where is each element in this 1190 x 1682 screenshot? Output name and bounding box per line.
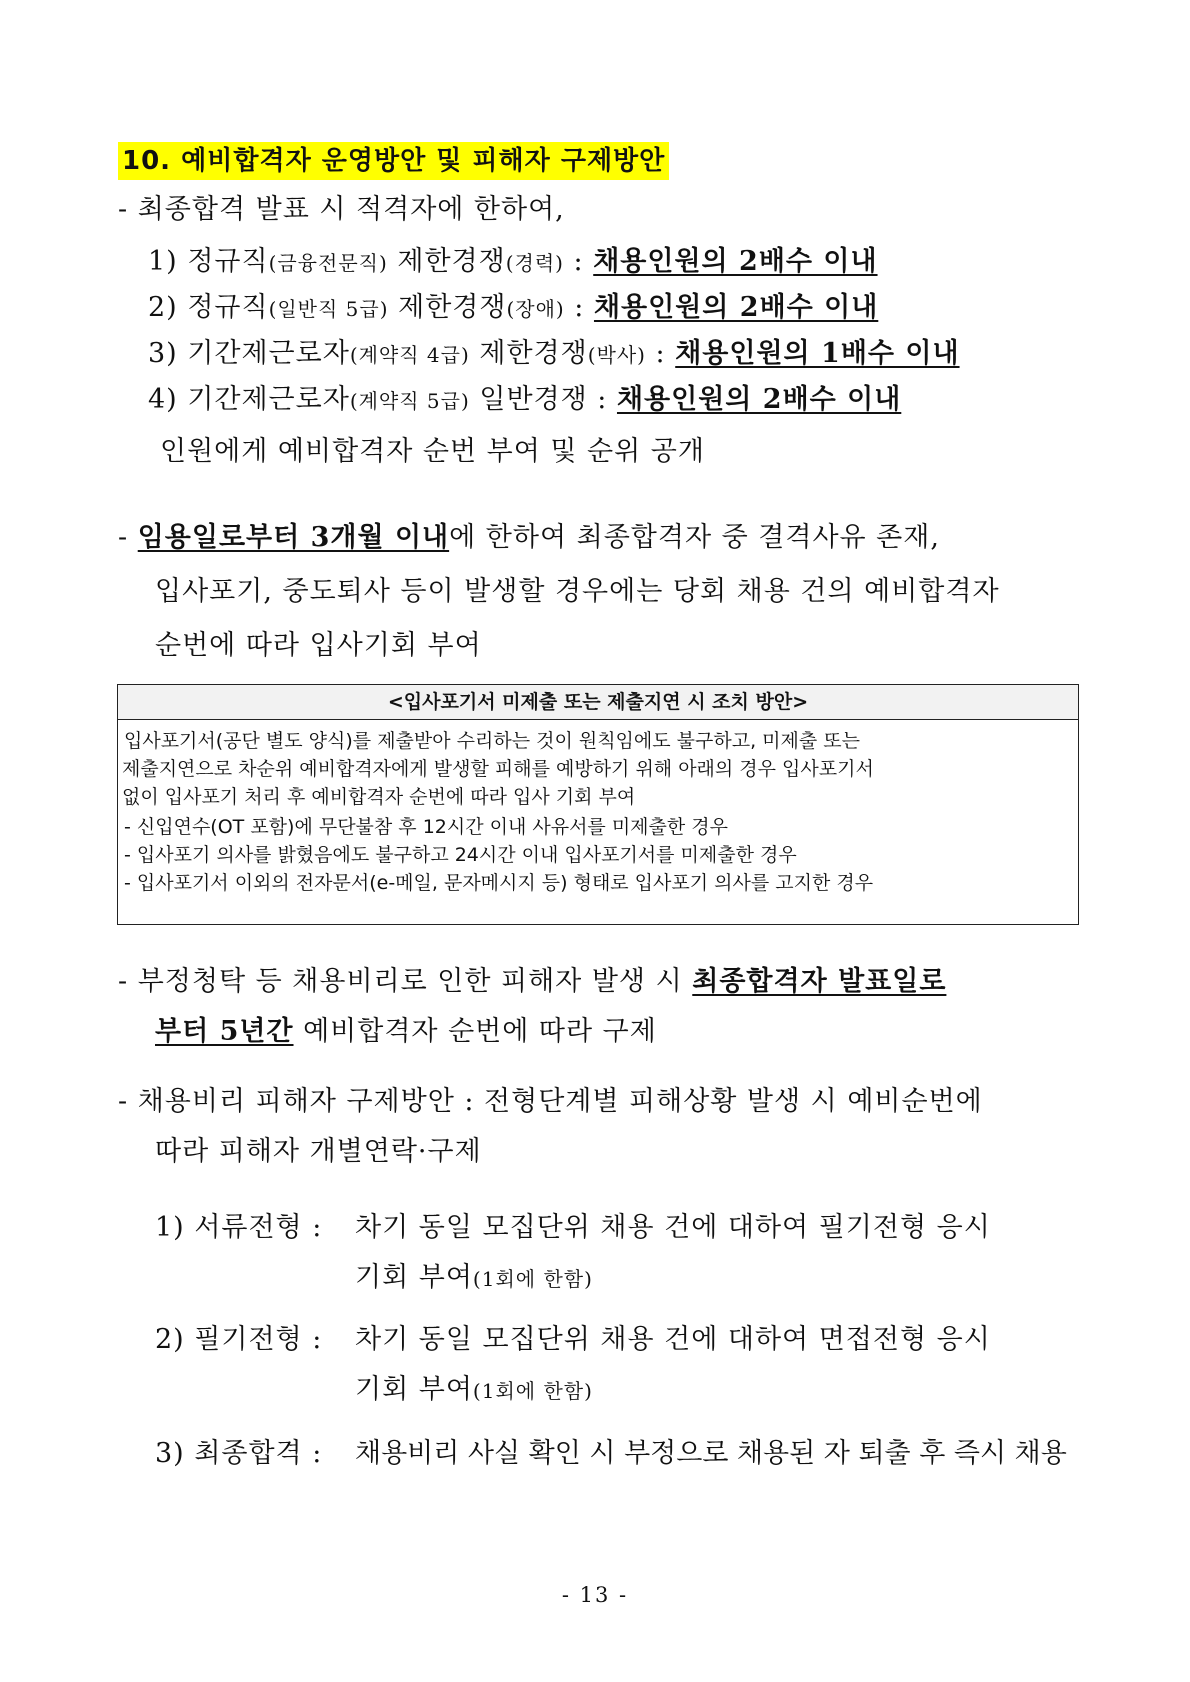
item-title: 기간제근로자: [187, 338, 350, 369]
relief-item-3-text: 채용비리 사실 확인 시 부정으로 채용된 자 퇴출 후 즉시 채용: [355, 1438, 1067, 1469]
section2-line1-rest: 에 한하여 최종합격자 중 결격사유 존재,: [449, 522, 940, 553]
item-sep: :: [564, 292, 594, 323]
item-number: 2): [148, 292, 178, 323]
list-item-4: [148, 380, 901, 421]
section3-line2: [155, 1012, 657, 1052]
item-paren: (계약직 4급): [349, 343, 470, 367]
item-emphasis: 채용인원의 2배수 이내: [593, 292, 879, 323]
notice-bullet: - 입사포기서 이외의 전자문서(e-메일, 문자메시지 등) 형태로 입사포기 의사를 고지한 경우: [124, 872, 874, 894]
relief-item-2-text2: [355, 1370, 593, 1411]
notice-bullet: - 입사포기 의사를 밝혔음에도 불구하고 24시간 이내 입사포기서를 미제출한 경우: [124, 844, 797, 866]
item-paren: (장애): [506, 297, 565, 321]
section3-emphasis-2: 부터 5년간: [155, 1016, 294, 1047]
relief-text: 기회 부여: [355, 1262, 473, 1293]
item-label: 필기전형 :: [194, 1324, 323, 1355]
item-emphasis: 채용인원의 1배수 이내: [675, 338, 960, 369]
item-title: 정규직: [187, 246, 269, 277]
list-item-2: [148, 288, 878, 329]
item-number: 3): [155, 1438, 185, 1469]
item-number: 3): [148, 338, 178, 369]
item-paren: (계약직 5급): [349, 389, 470, 413]
item-sep: :: [563, 246, 594, 277]
item-sep: :: [645, 338, 676, 369]
section4-line2: 따라 피해자 개별연락·구제: [155, 1136, 482, 1167]
list-item-1: [148, 242, 878, 283]
relief-item-2: [155, 1320, 322, 1360]
section2-line2: 입사포기, 중도퇴사 등이 발생할 경우에는 당회 채용 건의 예비합격자: [155, 576, 1000, 607]
list-item-3: [148, 334, 960, 375]
item-paren: (일반직 5급): [268, 297, 389, 321]
notice-line: 제출지연으로 차순위 예비합격자에게 발생할 피해를 예방하기 위해 아래의 경우 입사포기서: [122, 758, 874, 780]
item-emphasis: 채용인원의 2배수 이내: [593, 246, 878, 277]
notice-box-title: <입사포기서 미제출 또는 제출지연 시 조치 방안>: [117, 684, 1079, 720]
item-title: 기간제근로자: [187, 384, 350, 415]
section2-line3: 순번에 따라 입사기회 부여: [155, 630, 482, 661]
relief-item-2-text: 차기 동일 모집단위 채용 건에 대하여 면접전형 응시: [355, 1324, 991, 1355]
item-sep: :: [587, 384, 617, 415]
item-title: 정규직: [187, 292, 269, 323]
notice-line: 없이 입사포기 처리 후 예비합격자 순번에 따라 입사 기회 부여: [122, 786, 636, 808]
item-type: 일반경쟁: [469, 384, 588, 415]
section3-line1: [118, 962, 946, 1002]
section1-closing: 인원에게 예비합격자 순번 부여 및 순위 공개: [160, 436, 705, 467]
item-number: 4): [148, 384, 178, 415]
item-paren: (박사): [587, 343, 646, 367]
relief-item-1-text2: [355, 1258, 593, 1299]
item-type: 제한경쟁: [388, 292, 507, 323]
item-type: 제한경쟁: [387, 246, 506, 277]
section4-line1: - 채용비리 피해자 구제방안 : 전형단계별 피해상황 발생 시 예비순번에: [118, 1086, 983, 1117]
relief-note: (1회에 한함): [472, 1379, 593, 1403]
relief-item-1: [155, 1208, 322, 1248]
item-paren: (금융전문직): [268, 251, 388, 275]
section2-line1: [118, 518, 940, 558]
relief-item-3: [155, 1434, 322, 1474]
bullet-dash: -: [118, 522, 138, 553]
item-number: 2): [155, 1324, 185, 1355]
section3-line1-pre: - 부정청탁 등 채용비리로 인한 피해자 발생 시: [118, 966, 693, 997]
relief-text: 기회 부여: [355, 1374, 473, 1405]
item-number: 1): [155, 1212, 185, 1243]
item-emphasis: 채용인원의 2배수 이내: [616, 384, 902, 415]
relief-note: (1회에 한함): [472, 1267, 593, 1291]
item-paren: (경력): [505, 251, 564, 275]
section2-emphasis: 임용일로부터 3개월 이내: [137, 522, 450, 553]
item-label: 서류전형 :: [194, 1212, 323, 1243]
item-type: 제한경쟁: [469, 338, 588, 369]
notice-line: 입사포기서(공단 별도 양식)를 제출받아 수리하는 것이 원칙임에도 불구하고, 미제출 또는: [124, 730, 860, 752]
section3-line2-rest: 예비합격자 순번에 따라 구제: [293, 1016, 657, 1047]
relief-item-1-text: 차기 동일 모집단위 채용 건에 대하여 필기전형 응시: [355, 1212, 991, 1243]
section-heading: 10. 예비합격자 운영방안 및 피해자 구제방안: [118, 142, 669, 180]
item-label: 최종합격 :: [194, 1438, 323, 1469]
section1-intro: - 최종합격 발표 시 적격자에 한하여,: [118, 194, 565, 225]
section3-emphasis: 최종합격자 발표일로: [692, 966, 947, 997]
notice-box: [117, 719, 1079, 925]
item-number: 1): [148, 246, 178, 277]
page-number: - 13 -: [561, 1583, 629, 1607]
notice-bullet: - 신입연수(OT 포함)에 무단불참 후 12시간 이내 사유서를 미제출한 경우: [124, 816, 728, 838]
